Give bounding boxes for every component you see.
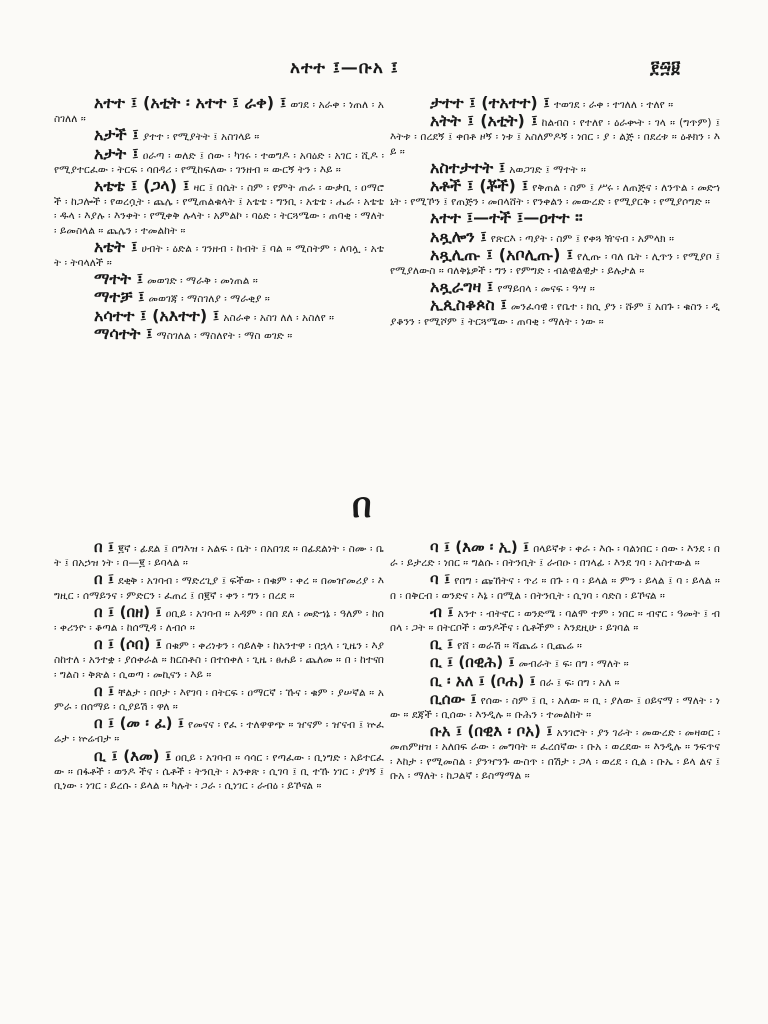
entry-headword: ቢ ፤ (እመ) ፤ [94, 746, 172, 765]
dictionary-entry [390, 226, 720, 246]
entry-definition: ማስገለል ፡ ማስለየት ፡ ማስ ወገድ ። [156, 329, 293, 342]
entry-headword: ማተት ፤ [94, 269, 144, 289]
dictionary-entry [390, 295, 720, 328]
entry-headword: ቢ ፤ [430, 635, 454, 654]
entry-definition: አንተ ፡ ብትኖር ፡ ወንድሜ ፡ ባልሞ ተም ፡ ነበር ። ብኖር ፡ ዓመት ፤ ብበላ ፡ ጋት ። በትርቦች ፡ ወንዶችና ፡ ሴቶችም ፡ እንደዚሁ ፡ ይገባል ። [390, 607, 720, 635]
dictionary-entry [390, 93, 720, 112]
entry-definition: የበግ ፡ ጩኸትና ፡ ጥሪ ። በጉ ፡ ባ ፡ ይላል ። ምን ፡ ይላል ፤ ባ ፡ ይላል ። በ ፡ በቅርብ ፡ ወንድና ፡ እኔ ፡ በሚል ፡ በትንቢት ፡ ሲገባ ፡ ሳድስ ፡ ይኾናል ። [390, 575, 720, 602]
column-bottom-left [54, 540, 384, 795]
entry-definition: መወገጃ ፡ ማስገለያ ፡ ማራቂያ ። [148, 293, 270, 306]
dictionary-entry [390, 157, 720, 177]
entry-headword: አቶች ፤ (ቾች) ፤ [430, 176, 529, 196]
dictionary-entry [54, 176, 384, 238]
entry-definition: የማይበላ ፡ መናፍ ፡ ዓሣ ። [497, 283, 595, 296]
entry-headword: ባ ፤ (እመ ፡ ኢ) ፤ [430, 538, 530, 556]
dictionary-entry [54, 287, 384, 307]
entry-definition: ደቂቅ ፡ አገባብ ፡ ማድረጊያ ፤ ፍችው ፡ በቁም ፡ ቀረ ። በመዠመሪያ ፡ እግዚር ፡ ሰማይንና ፡ ምድርን ፡ ፈጠረ ፤ በ፪ኛ ፡ ቀን ፡ ግን ፡ በረደ ። [54, 575, 384, 602]
entry-headword: አቴት ፤ [94, 236, 138, 256]
entry-headword: ቢ ፡ አለ ፤ (ቦሐ) ፤ [430, 671, 536, 690]
entry-definition: ዐቢይ ፡ አገባብ ። አዳም ፡ በበ ደለ ፡ መድኀኔ ፡ ዓለም ፡ ከሰ ፡ ቀሪንዮ ፡ ቆጣል ፡ ከሰሚዳ ፡ ለብሶ ። [54, 607, 385, 635]
dictionary-entry [390, 602, 720, 635]
entry-headword: ማሳተት ፤ [94, 323, 153, 343]
dictionary-entry [390, 111, 720, 159]
dictionary-entry [54, 323, 384, 343]
entry-headword: ኢጲስቆጶስ ፤ [430, 295, 507, 315]
entry-headword: አጿራግዛ ፤ [430, 277, 494, 297]
entry-headword: ብ ፤ [430, 602, 454, 621]
entry-definition: መንፈሳዊ ፡ የቤተ ፡ ክሲ ያን ፡ ሹም ፤ አበጉ ፡ ቁስን ፡ ዲያቆንን ፡ የሚሾም ፤ ትርጓሜው ፡ ጠባቂ ፡ ማለት ፡ ነው ። [390, 301, 720, 328]
dictionary-entry [54, 93, 385, 126]
entry-headword: አቴቴ ፤ (ጋላ) ፤ [94, 176, 190, 196]
dictionary-entry [390, 176, 721, 209]
entry-definition: በራ ፤ ፍ፡ በግ ፡ አለ ። [539, 676, 620, 689]
entry-headword: አተተ ፤ (አቲት ፡ አተተ ፤ ራቀ) ፤ [94, 93, 287, 112]
entry-definition: የጽርእ ፡ ጣያት ፡ ስም ፤ የቀጓ ዥናብ ፡ አምላክ ። [490, 232, 675, 245]
dictionary-entry [54, 236, 384, 270]
entry-definition: መብራት ፤ ፍ፡ በግ ፡ ማለት ። [518, 658, 629, 671]
entry-headword: ታተተ ፤ (ተአተተ) ፤ [430, 93, 550, 112]
entry-headword: ባ ፤ [430, 570, 451, 589]
dictionary-entry [390, 572, 720, 602]
column-bottom-right [390, 540, 720, 785]
dictionary-entry [54, 269, 384, 289]
entry-headword: በ ፤ [94, 538, 115, 556]
dictionary-entry [54, 305, 384, 325]
entry-headword: አታች ፤ [94, 125, 139, 145]
entry-definition: ዐቢይ ፡ አገባብ ። ሳሳር ፡ የጣፈው ፡ ቢነግድ ፡ አይተርፈው ። በፋቶች ፡ ወንዶ ችና ፡ ሴቶች ፡ ትንቢት ፡ አንቀጽ ፡ ሲገባ ፤ ቢ ተኹ ነገር ፡ ያገኝ ፤ ቢነው ፡ ነገር ፡ ይረሱ ፡ ይላል ። ካሉት ፡ ጋራ ፡ ሲነገር ፡ ራብዕ ፡ ይኾናል ። [54, 751, 384, 793]
dictionary-entry [390, 689, 720, 722]
entry-definition: በላይኛቱ ፡ ቀራ ፡ እሱ ፡ ባልነበር ፡ ሰው ፡ እንደ ፡ በራ ፡ ይታረድ ፡ ነበር ። ግልሱ ፡ በትንቢት ፤ ራብዑ ፡ በገላፊ ፡ እንደ ገባ ፡ አስተውል ። [390, 543, 721, 570]
dictionary-entry [390, 724, 720, 783]
entry-headword: አተተ ፤—ተች ፤—ዐተተ ። [430, 208, 583, 228]
dictionary-entry [390, 208, 720, 228]
dictionary-entry [390, 671, 720, 690]
dictionary-entry [54, 143, 384, 177]
dictionary-entry [54, 637, 384, 682]
entry-headword: በ ፤ [94, 681, 115, 700]
entry-headword: አስተታተት ፤ [430, 157, 506, 177]
entry-headword: ቡአ ፤ (በዊእ ፡ ቦአ) ፤ [430, 722, 553, 741]
entry-definition: ፪ኛ ፡ ፊደል ፤ በግእዝ ፡ አልፍ ፡ ቤት ፡ በአበገደ ። በፊደልነት ፡ ስሙ ፡ ቤት ፤ በአኃዝ ነት ፡ በ—፪ ፡ ይባላል ። [54, 543, 384, 570]
entry-definition: የሰው ፡ ስም ፤ ቢ ፡ አለው ። ቢ ፡ ያለው ፤ ዐይናማ ፡ ማለት ፡ ነው ። ደጃች ፡ ቢሰው ፡ እንዲሉ ። ቡሕን ፡ ተመልከት ። [390, 694, 720, 722]
entry-headword: በ ፤ (ሶበ) ፤ [94, 635, 162, 654]
page-number: ፻፵፱ [650, 58, 681, 78]
dictionary-entry [390, 244, 720, 278]
entry-definition: ቸልታ ፡ በቦታ ፡ እየገባ ፡ በትርፍ ፡ ዐማርኛ ፡ ኹና ፡ ቁም ፡ ያሠኛል ። አምራ ፡ በሰማይ ፡ ሲያይሽ ፡ ዋለ ። [54, 686, 385, 714]
dictionary-entry [54, 125, 384, 145]
dictionary-entry [54, 572, 384, 602]
entry-headword: አጿሎን ፤ [430, 226, 487, 246]
entry-headword: ቢሰው ፤ [430, 689, 477, 708]
entry-definition: ያተተ ፡ የሚያትት ፤ አስገላይ ። [142, 131, 260, 144]
running-title: አተተ ፤—ቡአ ፤ [290, 58, 399, 78]
entry-definition: አንገሮት ፡ ያን ገራት ፡ መውረድ ፡ መዛወር ፡ መጠምዘዝ ፡ አለበፍ ራው ፡ መግባት ። ፈረሰኛው ፡ ቡአ ፡ ወረደው ። እንዲሉ ። ንፍጥና ፡ እከታ ፡ የሚመስል ፡ ያንዣንጉ ውስጥ ፡ በሽታ ፡ ጋላ ፡ ወረደ ፡ ሲል ፡ ቡኤ ፡ ይላ ልና ፤ ቡአ ፡ ማለት ፡ ከጋልኛ ፡ ይስማማል ። [390, 727, 721, 782]
entry-headword: በ ፤ (መ ፡ ፈ) ፤ [94, 714, 185, 733]
section-letter: በ [352, 486, 372, 526]
entry-definition: ዐራጣ ፡ ወለድ ፤ ሰው ፡ ካገሩ ፡ ተወግዶ ፡ አባዕድ ፡ አገር ፡ ሺዶ ፡ የሚያተርፈው ፡ ትርፍ ፡ ሳበዳሪ ፡ የሚከፍለው ፡ ገንዘብ ። ውርኝ ትን ፡ እይ ። [54, 149, 384, 176]
entry-headword: አታት ፤ [94, 143, 139, 163]
entry-definition: ከልብስ ፡ የተለየ ፡ ዕራቍት ፡ ገላ ። (ግጥም) ፤ እትቱ ፡ በረደኝ ፤ ቀበቶ ዞኝ ፡ ነቱ ፤ አስለምዶኝ ፡ ነበር ፡ ያ ፡ ልጅ ፡ በደረቱ ። ዕቶክን ፡ እይ ። [390, 117, 720, 158]
dictionary-entry [54, 746, 384, 794]
column-top-left [54, 93, 385, 345]
entry-headword: አጿሊጡ ፤ (አቦሊጡ) ፤ [430, 244, 574, 264]
dictionary-entry [390, 277, 720, 297]
entry-definition: አስራቀ ፡ አስገ ለለ ፡ አስለየ ። [223, 311, 335, 324]
dictionary-entry [390, 540, 720, 570]
entry-headword: ቢ ፤ (በዊሕ) ፤ [430, 653, 515, 672]
running-head [0, 58, 768, 82]
entry-headword: ማተቻ ፤ [94, 287, 145, 307]
column-top-right [390, 93, 721, 331]
dictionary-entry [54, 602, 385, 635]
dictionary-entry [54, 716, 384, 746]
entry-headword: አትት ፤ (አቲት) ፤ [430, 111, 538, 131]
entry-definition: የሊጡ ፡ ባለ ቤት ፡ ሊጥን ፡ የሚያቦ ፤ የሚያለውስ ። ባለቅኔዎች ፡ ግን ፡ የምግድ ፡ ብልዊልዊታ ፡ ይሉታል ። [390, 250, 720, 278]
entry-definition: አወጋገድ ፤ ማተት ። [509, 163, 586, 176]
entry-headword: አሳተተ ፤ (አእተተ) ፤ [94, 305, 220, 325]
entry-definition: የሸ ፡ ወራሽ ። ሻጨሬ ፡ ቢጨሬ ። [457, 640, 582, 653]
entry-definition: ዛር ፤ በሴት ፡ ስም ፡ የምት ጠራ ፡ ውቃቢ ፡ ዐማሮች ፡ ከጋሎች ፡ የወረሷት ፡ ጨሌ ፡ የሚጠልቁላት ፤ አቴቴ ፡ ግንቢ ፡ አቴቴ ፡ ሔራ ፡ አቴቴ ፡ ዱላ ፡ እያሉ ፡ እንቀት ፡ የሚቀቅ ሉላት ፡ አምልኮ ፡ ባዕድ ፡ ትርጓሜው ፡ ጠባቂ ፡ ማለት ፡ ይመስላል ። ጨሌን ፡ ተመልከት ። [54, 182, 384, 237]
entry-definition: ወገደ ፡ አራቀ ፡ ነጠለ ፡ አስገለለ ። [54, 99, 385, 126]
entry-definition: ተወገደ ፡ ራቀ ፡ ተገለለ ፡ ተለየ ። [553, 99, 674, 111]
entry-headword: በ ፤ (በዘ) ፤ [94, 602, 162, 621]
dictionary-entry [54, 681, 385, 714]
entry-definition: መወገድ ፡ ማራቅ ፡ መነጠል ። [147, 275, 258, 288]
entry-headword: በ ፤ [94, 570, 115, 589]
entry-definition: ሀብት ፡ ዕድል ፡ ገንዘብ ፡ ከብት ፤ ባል ። ሚስትም ፡ ለባሏ ፡ አቴት ፡ ትባላለች ። [54, 242, 384, 270]
entry-definition: የመናና ፡ የፈ ፡ ተለዋዋጭ ። ዠናም ፡ ዠናብ ፤ ኵፈሬታ ፡ ኵሬብታ ። [54, 719, 384, 746]
dictionary-entry [390, 655, 720, 671]
entry-definition: በቁም ፡ ቀሪነቱን ፡ ሳይለቅ ፡ ከአንተዋ ፡ በኋላ ፡ ጊዜን ፡ እያስከተለ ፡ አንተቋ ፡ ያሰቀራል ። ክርስቶስ ፡ በተሰቀለ ፡ ጊዜ ፡ ፀሐይ ፡ ጨለመ ። በ ፡ ከተናበ ፡ ግልስ ፡ ቅጽል ፡ ሲወጣ ፡ መኪናን ፡ እይ ። [54, 640, 384, 681]
dictionary-entry [54, 540, 384, 570]
entry-definition: የቅጠል ፡ ስም ፤ ሥሩ ፡ ለጠጅና ፡ ለንጥል ፡ መድኀኒት ፡ የሚኾን ፤ የጠጅን ፡ መበላሸት ፡ የንቀልን ፡ መውረድ ፡ የሚያርቅ ፡ የሚያሶግድ ። [390, 182, 721, 209]
dictionary-entry [390, 637, 720, 653]
